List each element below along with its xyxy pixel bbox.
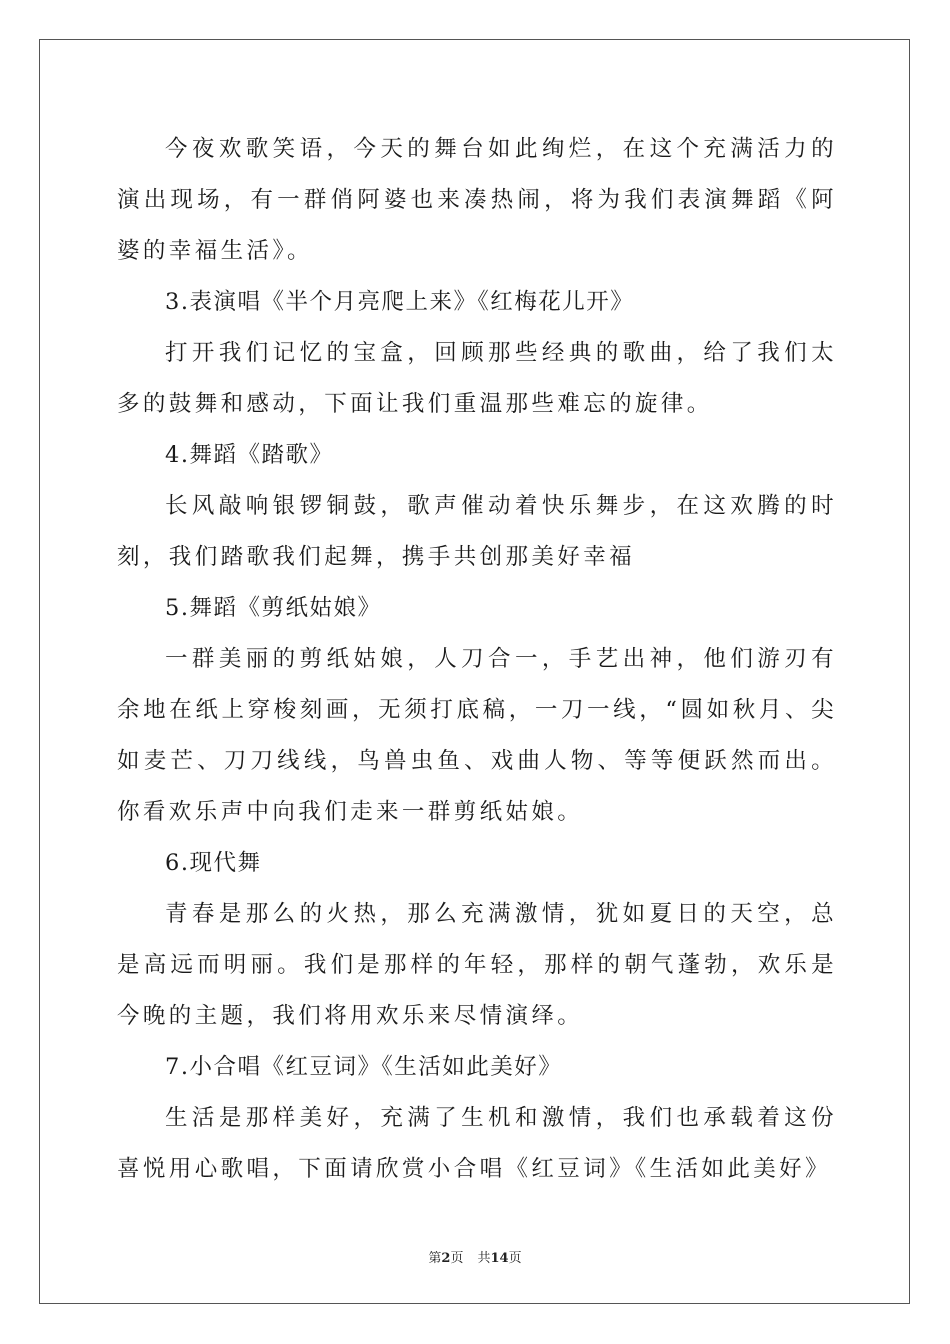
total-suffix: 页 <box>508 1251 522 1266</box>
section-heading: 6.现代舞 <box>165 850 262 876</box>
paragraph: 长风敲响银锣铜鼓，歌声催动着快乐舞步，在这欢腾的时刻，我们踏歌我们起舞，携手共创那美好幸福 <box>117 493 837 570</box>
section-heading: 5.舞蹈《剪纸姑娘》 <box>165 595 382 621</box>
paragraph: 生活是那样美好，充满了生机和激情，我们也承载着这份喜悦用心歌唱，下面请欣赏小合唱《红豆词》《生活如此美好》 <box>117 1105 837 1182</box>
paragraph: 一群美丽的剪纸姑娘，人刀合一，手艺出神，他们游刃有余地在纸上穿梭刻画，无须打底稿，一刀一线，“圆如秋月、尖如麦芒、刀刀线线，鸟兽虫鱼、戏曲人物、等等便跃然而出。你看欢乐声中向我们走来一群剪纸姑娘。 <box>117 646 837 825</box>
section-heading: 4.舞蹈《踏歌》 <box>165 442 334 468</box>
page-prefix: 第 <box>428 1251 442 1266</box>
document-body <box>117 124 837 1195</box>
paragraph: 今夜欢歌笑语，今天的舞台如此绚烂，在这个充满活力的演出现场，有一群俏阿婆也来凑热闹，将为我们表演舞蹈《阿婆的幸福生活》。 <box>117 136 837 264</box>
paragraph: 打开我们记忆的宝盒，回顾那些经典的歌曲，给了我们太多的鼓舞和感动，下面让我们重温那些难忘的旋律。 <box>117 340 837 417</box>
page-footer <box>0 1247 950 1266</box>
page-number: 2 <box>441 1251 451 1266</box>
total-pages: 14 <box>490 1251 509 1266</box>
paragraph: 青春是那么的火热，那么充满激情，犹如夏日的天空，总是高远而明丽。我们是那样的年轻，那样的朝气蓬勃，欢乐是今晚的主题，我们将用欢乐来尽情演绎。 <box>117 901 837 1029</box>
page-suffix: 页 <box>450 1251 464 1266</box>
section-heading: 3.表演唱《半个月亮爬上来》《红梅花儿开》 <box>165 289 635 315</box>
section-heading: 7.小合唱《红豆词》《生活如此美好》 <box>165 1054 563 1080</box>
total-prefix: 共 <box>477 1251 491 1266</box>
